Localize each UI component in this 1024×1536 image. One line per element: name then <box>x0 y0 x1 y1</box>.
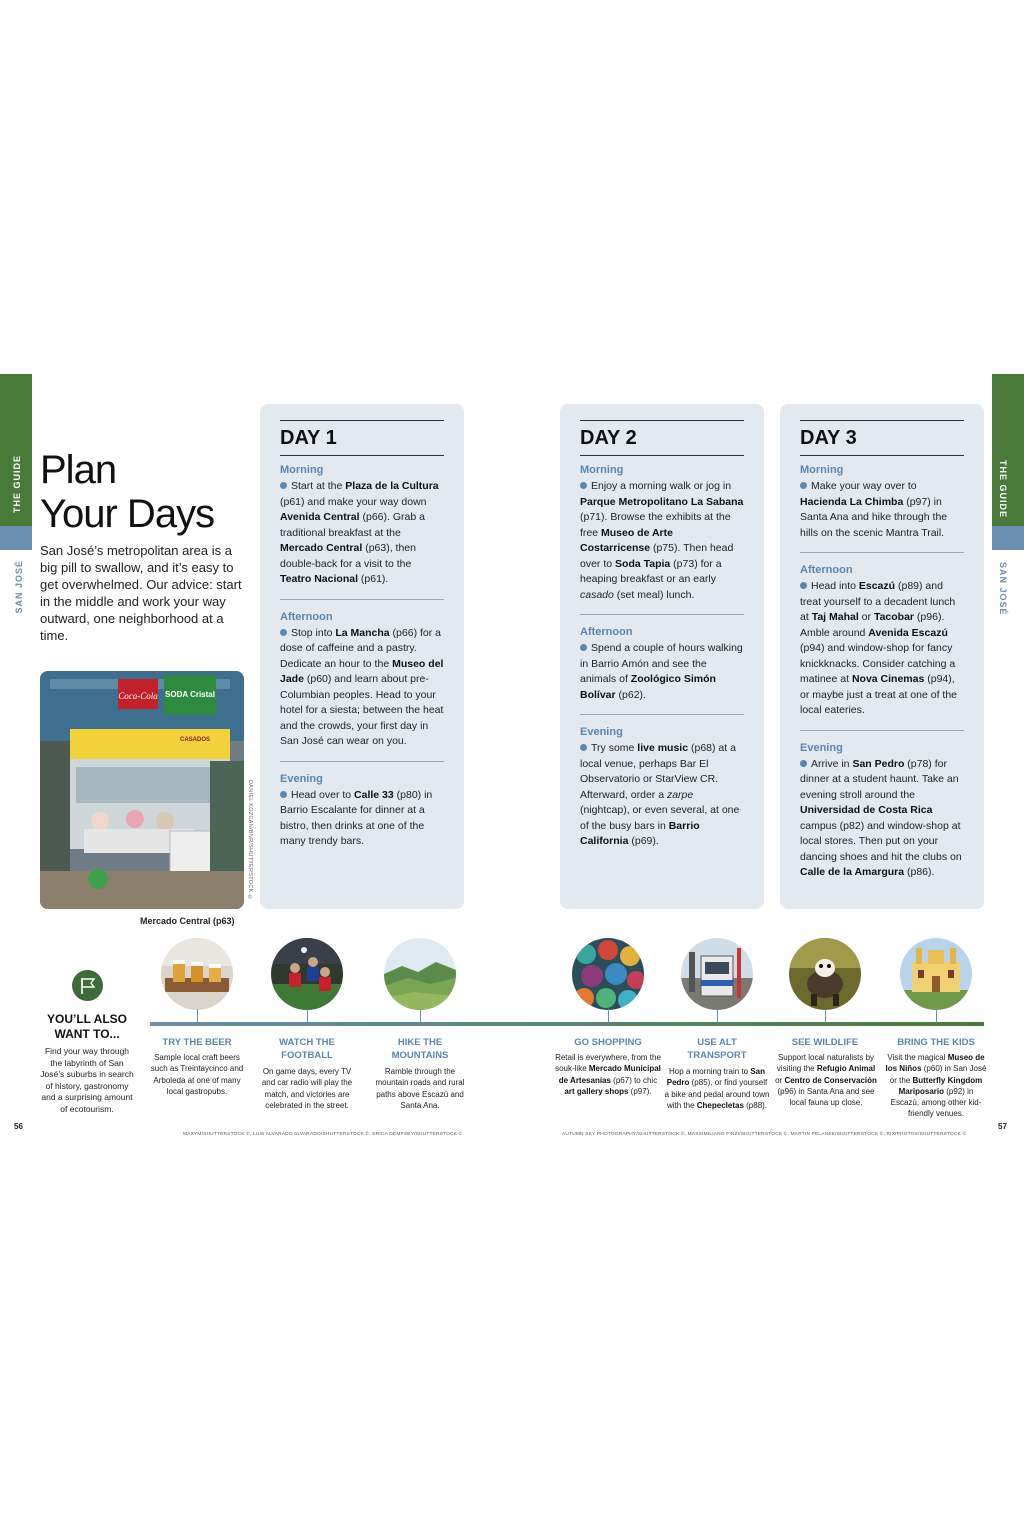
activity-title-mountains: HIKE THE MOUNTAINS <box>391 1037 449 1061</box>
day-3-morning-label: Morning <box>800 464 844 476</box>
right-tab-guide <box>992 374 1024 526</box>
left-tab-city <box>0 526 32 550</box>
kids-museum-photo <box>900 938 972 1010</box>
sign-coca-cola: Coca-Cola <box>118 691 158 701</box>
day-1-title: DAY 1 <box>280 427 444 456</box>
bullet-icon <box>280 791 287 798</box>
page-title <box>40 448 240 536</box>
also-text: Find your way through the labyrinth of San José’s suburbs in search of history, gastronomy and a surprising amount of ecotourism. <box>40 1046 134 1114</box>
day-2-evening-label: Evening <box>580 726 623 738</box>
activity-text-transport: Hop a morning train to San Pedro (p85), or find yourself a bike and pedal around town with the Chepecletas (p88). <box>664 1067 770 1110</box>
right-tab-city-label: SAN JOSÉ <box>998 562 1008 616</box>
day-2-evening-text: Try some live music (p68) at a local venue, perhaps Bar El Observatorio or StarView CR. Afterward, order a zarpe (nightcap), or even several, at one of the busy bars in Barrio California (p69). <box>580 742 740 847</box>
day-3-evening-text: Arrive in San Pedro (p78) for dinner at a student haunt. Take an evening stroll around the Universidad de Costa Rica campus (p82) and window-shop at local stores. Then put on your dancing shoes and hit the clubs on Calle de la Amargura (p86). <box>800 757 962 878</box>
also-title-line1: YOU’LL ALSO <box>46 1012 127 1026</box>
page-title-line2: Your Days <box>40 492 215 536</box>
mercado-central-illustration <box>40 671 244 909</box>
timeline-bar <box>150 1022 984 1026</box>
mountains-photo <box>384 938 456 1010</box>
day-1-card <box>260 404 464 909</box>
bullet-icon <box>800 760 807 767</box>
activity-text-beer: Sample local craft beers such as Treintaycinco and Arboleda at one of many local gastropubs. <box>150 1053 244 1096</box>
bullet-icon <box>280 482 287 489</box>
day-2-afternoon-label: Afternoon <box>580 626 633 638</box>
bullet-icon <box>580 644 587 651</box>
intro-text: San José’s metropolitan area is a big pill to swallow, and it’s easy to get overwhelmed. Our advice: start in the middle and work your way outward, one neighborhood at a time. <box>40 543 242 643</box>
activity-title-shopping: GO SHOPPING <box>574 1037 642 1048</box>
day-3-evening-label: Evening <box>800 741 843 754</box>
day-3-afternoon-label: Afternoon <box>800 564 853 576</box>
wildlife-photo <box>789 938 861 1010</box>
day-3-card <box>780 404 984 909</box>
photo-credits-left: MAXYM/SHUTTERSTOCK ©, LUIS ALVARADO ALVARADO/SHUTTERSTOCK ©, ERICA DEMPSEY/SHUTTERSTOCK © <box>183 1132 463 1137</box>
bullet-icon <box>580 744 587 751</box>
day-1-afternoon-text: Stop into La Mancha (p66) for a dose of caffeine and a pastry. Dedicate an hour to the Museo del Jade (p60) and learn about pre-Columbian peoples. Head to your hotel for a siesta; between the heat and the crowds, your first day in San José can wear on you. <box>280 626 444 747</box>
sign-casados: CASADOS <box>180 737 211 743</box>
photo-credit: DANIEL KOZCAN/BNR/SHUTTERSTOCK © <box>247 780 253 901</box>
day-1-evening-label: Evening <box>280 772 323 785</box>
day-3-afternoon-text: Head into Escazú (p89) and treat yourself to a decadent lunch at Taj Mahal or Tacobar (p96). Amble around Avenida Escazú (p94) and window-shop for fancy knickknacks. Consider catching a matinee at Nova Cinemas (p94), or maybe just a treat at one of the local eateries. <box>800 580 958 716</box>
day-2-title: DAY 2 <box>580 427 744 456</box>
also-title-line2: WANT TO... <box>54 1027 120 1041</box>
activity-title-kids: BRING THE KIDS <box>897 1037 975 1048</box>
activity-text-mountains: Ramble through the mountain roads and rural paths above Escazú and Santa Ana. <box>375 1067 465 1110</box>
football-photo <box>271 938 343 1010</box>
bullet-icon <box>800 582 807 589</box>
day-2-morning-label: Morning <box>580 464 624 476</box>
mercado-central-photo <box>40 671 244 909</box>
activity-text-wildlife: Support local naturalists by visiting the Refugio Animal or Centro de Conservación (p96) in Santa Ana and see local fauna up close. <box>775 1053 877 1108</box>
day-1-morning-text: Start at the Plaza de la Cultura (p61) and make your way down Avenida Central (p66). Grab a traditional breakfast at the Mercado Central (p63), then double-back for a visit to the Teatro Nacional (p61). <box>280 480 439 585</box>
day-1-evening-text: Head over to Calle 33 (p80) in Barrio Escalante for dinner at a bistro, then drinks at one of the many trendy bars. <box>280 788 433 847</box>
activity-title-wildlife: SEE WILDLIFE <box>791 1037 859 1048</box>
bullet-icon <box>280 629 287 636</box>
flag-icon <box>72 970 103 1001</box>
page-number-right: 57 <box>998 1122 1007 1131</box>
day-3-title: DAY 3 <box>800 427 964 456</box>
right-tab-city <box>992 526 1024 550</box>
activity-text-kids: Visit the magical Museo de los Niños (p60) in San José or the Butterfly Kingdom Mariposario (p92) in Escazú, among other kid-friendly venues. <box>885 1053 987 1119</box>
page-title-line1: Plan <box>40 448 117 492</box>
beer-photo <box>161 938 233 1010</box>
day-2-morning-text: Enjoy a morning walk or jog in Parque Metropolitano La Sabana (p71). Browse the exhibits at the free Museo de Arte Costarricense (p75). Then head over to Soda Tapia (p73) for a heaping breakfast or an early casado (set meal) lunch. <box>580 480 744 601</box>
bullet-icon <box>580 482 587 489</box>
activity-title-beer: TRY THE BEER <box>162 1037 232 1048</box>
left-tab-guide-label: THE GUIDE <box>12 455 22 514</box>
train-photo <box>681 938 753 1010</box>
right-tab-guide-label: THE GUIDE <box>998 460 1008 519</box>
activity-title-transport: USE ALT TRANSPORT <box>687 1037 747 1061</box>
also-title <box>42 1012 132 1042</box>
bullet-icon <box>800 482 807 489</box>
shopping-photo <box>572 938 644 1010</box>
day-1-afternoon-label: Afternoon <box>280 610 333 623</box>
day-3-morning-text: Make your way over to Hacienda La Chimba (p97) in Santa Ana and hike through the hills on the scenic Mantra Trail. <box>800 480 948 539</box>
day-2-card <box>560 404 764 909</box>
day-2-afternoon-text: Spend a couple of hours walking in Barrio Amón and see the animals of Zoológico Simón Bolívar (p62). <box>580 642 743 701</box>
left-tab-city-label: SAN JOSÉ <box>14 560 24 614</box>
page-number-left: 56 <box>14 1122 23 1131</box>
photo-caption: Mercado Central (p63) <box>140 916 235 926</box>
activity-text-shopping: Retail is everywhere, from the souk-like Mercado Municipal de Artesanías (p67) to chic art gallery shops (p97). <box>555 1053 661 1096</box>
photo-credits-right: AUTUMN SKY PHOTOGRAPHY/SHUTTERSTOCK ©, MASSIMILIANO FINZI/SHUTTERSTOCK ©, MARTIN PELANEK/SHUTTERSTOCK ©, RIXIPHOTOS/SHUTTERSTOCK © <box>562 1132 967 1137</box>
activity-text-football: On game days, every TV and car radio will play the match, and victories are celebrated in the street. <box>261 1067 353 1110</box>
day-1-morning-label: Morning <box>280 464 324 476</box>
sign-soda-cristal: SODA Cristal <box>165 690 215 699</box>
activity-title-football: WATCH THE FOOTBALL <box>279 1037 335 1061</box>
